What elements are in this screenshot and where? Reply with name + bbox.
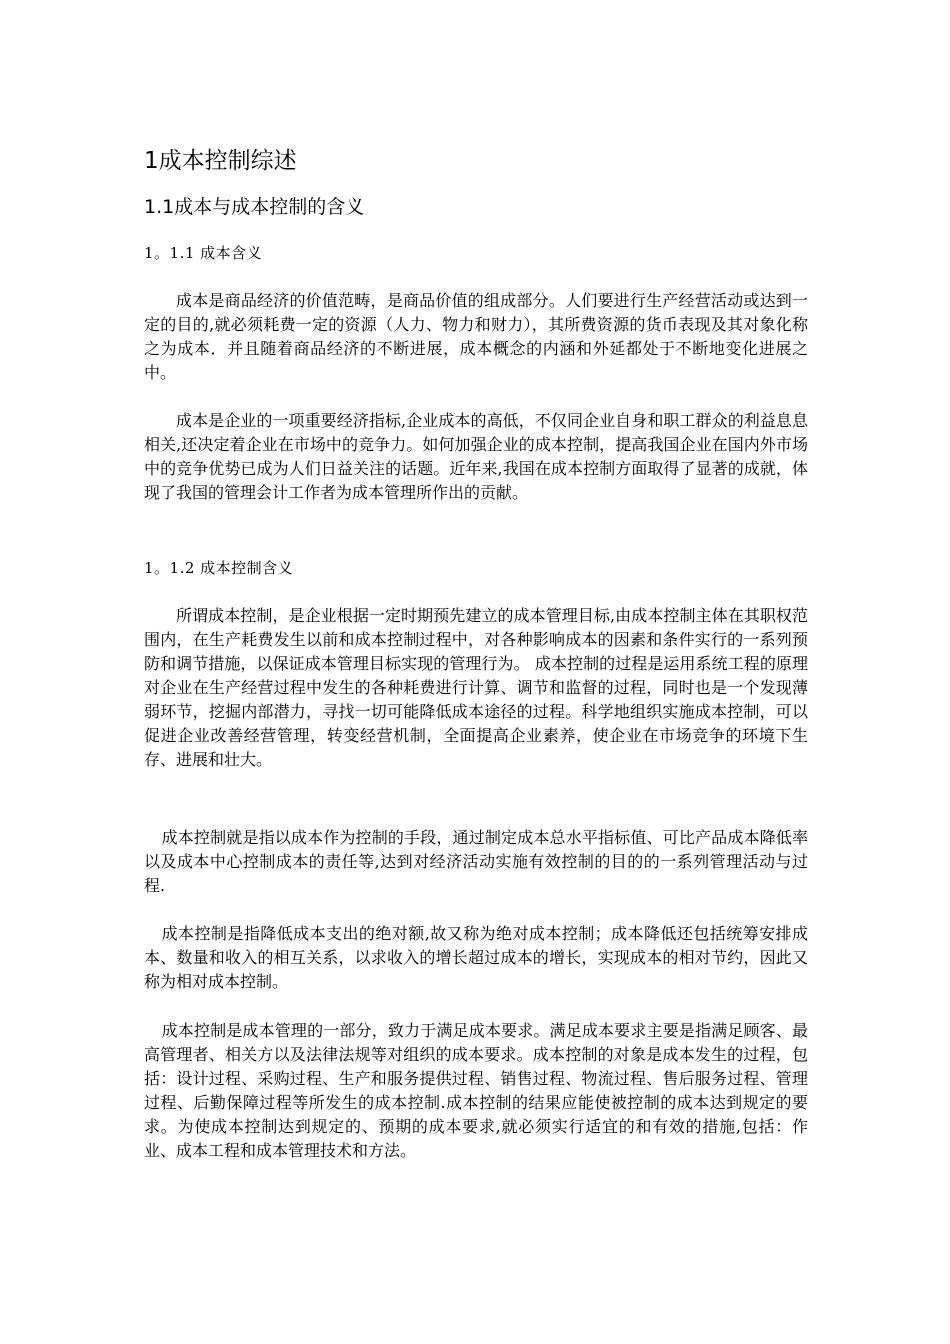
subsection-heading-cost-control-meaning: 1。1.2 成本控制含义: [144, 559, 294, 577]
subsection-heading-cost-meaning: 1。1.1 成本含义: [144, 244, 263, 262]
paragraph-cost-importance: 成本是企业的一项重要经济指标,企业成本的高低，不仅同企业自身和职工群众的利益息息相关,还决定着企业在市场中的竞争力。如何加强企业的成本控制，提高我国企业在国内外市场中的竞争优势已成为人们日益关注的话题。近年来,我国在成本控制方面取得了显著的成就，体现了我国的管理会计工作者为成本管理所作出的贡献。: [144, 411, 808, 502]
paragraph-absolute-relative-control: 成本控制是指降低成本支出的绝对额,故又称为绝对成本控制；成本降低还包括统筹安排成本、数量和收入的相互关系，以求收入的增长超过成本的增长，实现成本的相对节约，因此又称为相对成本控制。: [144, 924, 808, 991]
section-heading: 1.1成本与成本控制的含义: [144, 196, 365, 218]
paragraph-cost-definition: 成本是商品经济的价值范畴，是商品价值的组成部分。人们要进行生产经营活动或达到一定的目的,就必须耗费一定的资源（人力、物力和财力），其所费资源的货币表现及其对象化称之为成本．并且随着商品经济的不断进展，成本概念的内涵和外延都处于不断地变化进展之中。: [144, 291, 808, 382]
paragraph-cost-control-objects: 成本控制是成本管理的一部分，致力于满足成本要求。满足成本要求主要是指满足顾客、最高管理者、相关方以及法律法规等对组织的成本要求。成本控制的对象是成本发生的过程，包括：设计过程、采购过程、生产和服务提供过程、销售过程、物流过程、售后服务过程、管理过程、后勤保障过程等所发生的成本控制.成本控制的结果应能使被控制的成本达到规定的要求。为使成本控制达到规定的、预期的成本要求,就必须实行适宜的和有效的措施,包括：作业、成本工程和成本管理技术和方法。: [144, 1021, 808, 1160]
paragraph-cost-control-means: 成本控制就是指以成本作为控制的手段，通过制定成本总水平指标值、可比产品成本降低率以及成本中心控制成本的责任等,达到对经济活动实施有效控制的目的的一系列管理活动与过程.: [144, 828, 808, 895]
paragraph-cost-control-definition: 所谓成本控制，是企业根据一定时期预先建立的成本管理目标,由成本控制主体在其职权范围内，在生产耗费发生以前和成本控制过程中，对各种影响成本的因素和条件实行的一系列预防和调节措施，以保证成本管理目标实现的管理行为。 成本控制的过程是运用系统工程的原理对企业在生产经营过程中发生的各种耗费进行计算、调节和监督的过程，同时也是一个发现薄弱环节，挖掘内部潜力，寻找一切可能降低成本途径的过程。科学地组织实施成本控制，可以促进企业改善经营管理，转变经营机制，全面提高企业素养，使企业在市场竞争的环境下生存、进展和壮大。: [144, 606, 808, 769]
chapter-heading: 1成本控制综述: [144, 148, 297, 174]
